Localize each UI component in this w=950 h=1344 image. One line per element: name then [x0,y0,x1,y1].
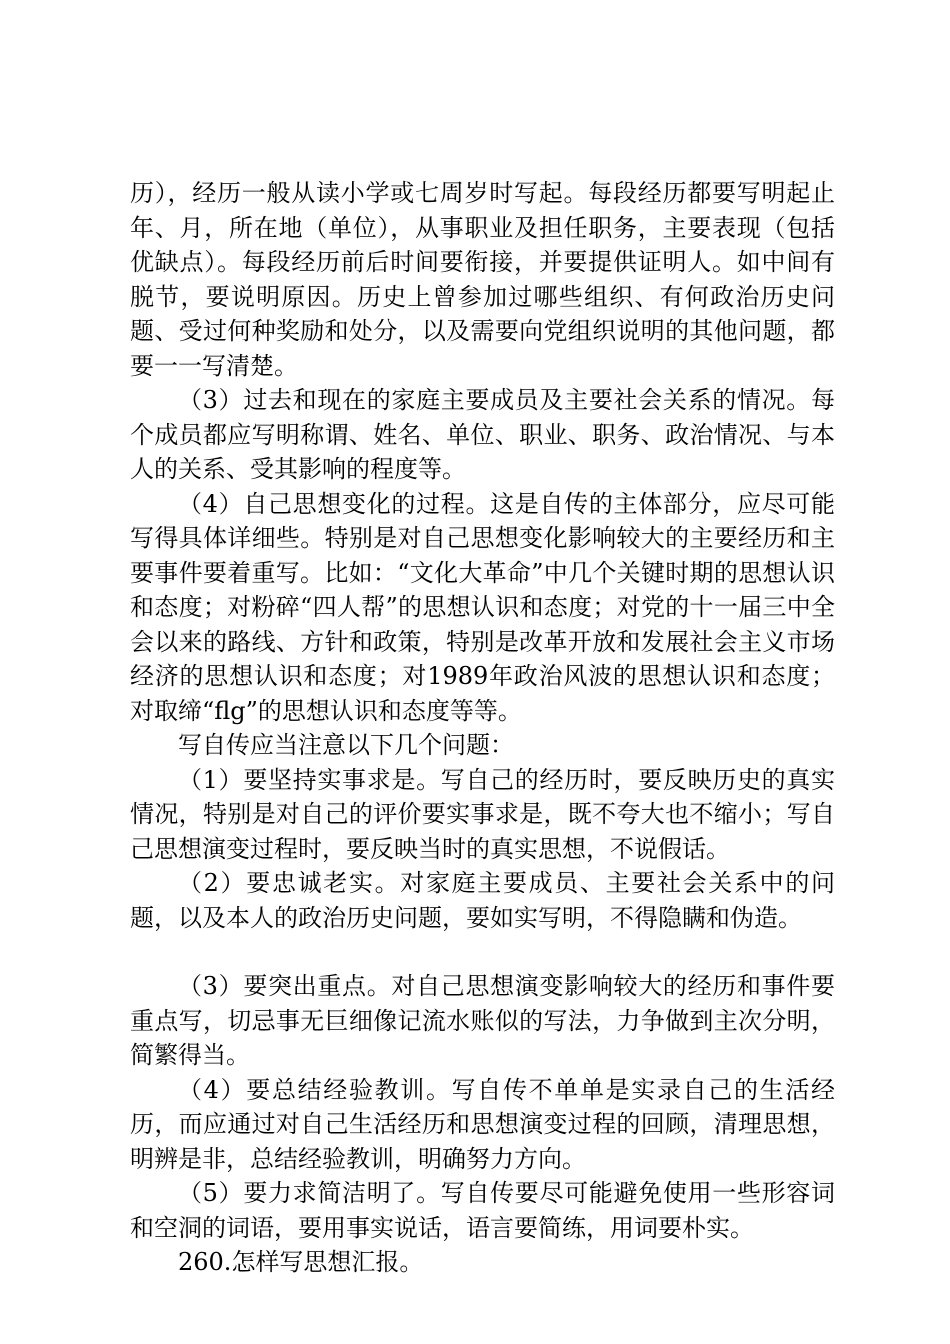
paragraph-note-1: （1）要坚持实事求是。写自己的经历时，要反映历史的真实情况，特别是对自己的评价要实事求是，既不夸大也不缩小；写自己思想演变过程时，要反映当时的真实思想，不说假话。 [130,765,835,863]
paragraph-family-members: （3）过去和现在的家庭主要成员及主要社会关系的情况。每个成员都应写明称谓、姓名、单位、职业、职务、政治情况、与本人的关系、受其影响的程度等。 [130,386,835,483]
section-heading-260: 260.怎样写思想汇报。 [178,1248,424,1276]
paragraph-note-5: （5）要力求简洁明了。写自传要尽可能避免使用一些形容词和空洞的词语，要用事实说话，语言要简练，用词要朴实。 [130,1179,835,1242]
document-body [130,176,835,1280]
paragraph-notes-heading: 写自传应当注意以下几个问题： [178,731,514,759]
paragraph-history-continuation: 历），经历一般从读小学或七周岁时写起。每段经历都要写明起止年、月，所在地（单位），从事职业及担任职务，主要表现（包括优缺点）。每段经历前后时间要衔接，并要提供证明人。如中间有脱节，要说明原因。历史上曾参加过哪些组织、有何政治历史问题、受过何种奖励和处分，以及需要向党组织说明的其他问题，都要一一写清楚。 [130,179,835,380]
paragraph-note-3: （3）要突出重点。对自己思想演变影响较大的经历和事件要重点写，切忌事无巨细像记流水账似的写法，力争做到主次分明，简繁得当。 [130,972,835,1069]
paragraph-note-2: （2）要忠诚老实。对家庭主要成员、主要社会关系中的问题，以及本人的政治历史问题，要如实写明，不得隐瞒和伪造。 [130,869,835,932]
paragraph-thought-changes: （4）自己思想变化的过程。这是自传的主体部分，应尽可能写得具体详细些。特别是对自己思想变化影响较大的主要经历和主要事件要着重写。比如：“文化大革命”中几个关键时期的思想认识和态度；对粉碎“四人帮”的思想认识和态度；对党的十一届三中全会以来的路线、方针和政策，特别是改革开放和发展社会主义市场经济的思想认识和态度；对1989年政治风波的思想认识和态度；对取缔“flg”的思想认识和态度等等。 [130,489,835,725]
paragraph-note-4: （4）要总结经验教训。写自传不单单是实录自己的生活经历，而应通过对自己生活经历和思想演变过程的回顾，清理思想，明辨是非，总结经验教训，明确努力方向。 [130,1075,835,1173]
paragraph-spacer [130,935,835,969]
